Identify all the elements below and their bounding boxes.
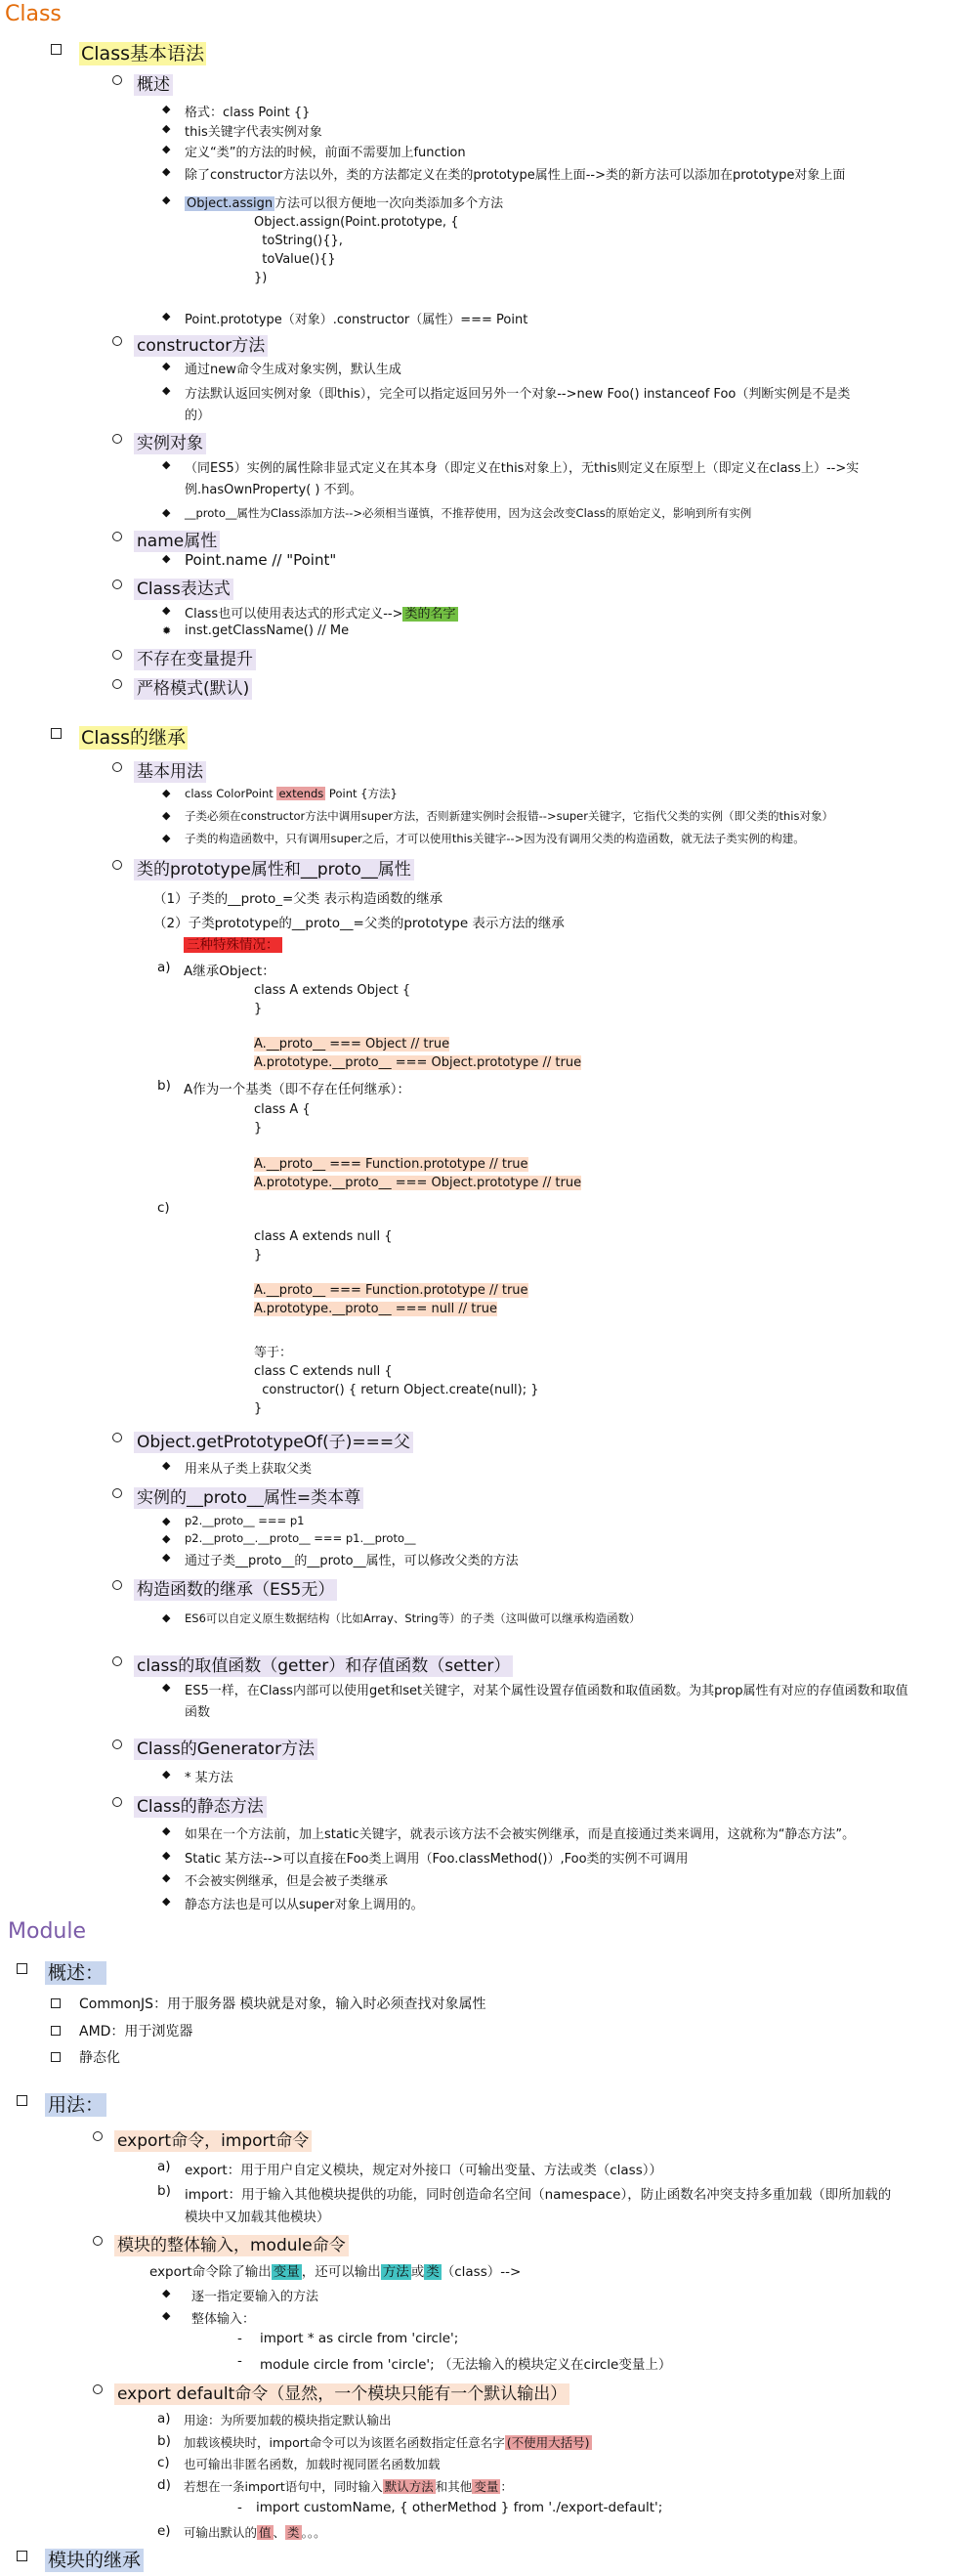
circle-bullet-icon <box>112 580 122 589</box>
list-item: ◆ ES5一样，在Class内部可以使用get和set关键字，对某个属性设置存值函数和取值函数。为其prop属性有对应的存值函数和取值 <box>162 1681 908 1698</box>
list-item: ◆ （同ES5）实例的属性除非显式定义在其本身（即定义在this对象上），无this则定义在原型上（即定义在class上）-->实 <box>162 458 860 476</box>
default-e-label: e) <box>157 2523 171 2539</box>
square-bullet-icon <box>17 1963 27 1974</box>
diamond-bullet-icon: ◆ <box>162 1532 171 1545</box>
diamond-bullet-icon: ◆ <box>162 1459 171 1472</box>
default-a-text: 用途：为所要加载的模块指定默认输出 <box>184 2413 392 2427</box>
diamond-bullet-icon: ◆ <box>162 193 171 206</box>
class-basic-syntax-title: Class基本语法 <box>81 43 204 64</box>
whole-input-desc: export命令除了输出 变量 ，还可以输出 方法 或 类 （class）--> <box>149 2264 522 2280</box>
list-item: ◆ 子类必须在constructor方法中调用super方法，否则新建实例时会报错-->super关键字，它指代父类的实例（即父类的this对象） <box>162 809 833 823</box>
diamond-bullet-icon: ◆ <box>162 787 171 799</box>
dash-icon: - <box>237 2353 242 2369</box>
module-overview-title: 概述： <box>45 1961 106 1985</box>
module-overview <box>17 1958 106 1985</box>
list-item: ◆ 静态方法也是可以从super对象上调用的。 <box>162 1895 424 1912</box>
static-section <box>112 1792 267 1817</box>
class-expr-title: Class表达式 <box>134 579 233 600</box>
case-c-label: c) <box>157 1200 170 1216</box>
name-prop-title: name属性 <box>134 531 220 552</box>
list-item: ◆ 用来从子类上获取父类 <box>162 1459 313 1477</box>
no-hoist-title: 不存在变量提升 <box>134 649 256 670</box>
export-text: export：用于用户自定义模块，规定对外接口（可输出变量、方法或类（class）） <box>185 2163 662 2178</box>
list-item: AMD：用于浏览器 <box>51 2021 192 2040</box>
diamond-bullet-icon: ◆ <box>162 1515 171 1527</box>
case-b-result: A.__proto__ === Function.prototype // true A.prototype.__proto__ === Object.prototype // true <box>254 1157 582 1190</box>
list-item: ◆ p2.__proto__ === p1 <box>162 1514 305 1527</box>
basic-usage-title: 基本用法 <box>134 761 206 783</box>
list-item: ◆ 逐一指定要输入的方法 <box>162 2287 319 2304</box>
inst-proto-section <box>112 1483 363 1508</box>
case-a-text: A继承Object： <box>184 964 275 979</box>
diamond-bullet-icon: ◆ <box>162 384 171 397</box>
whole-input-section <box>93 2231 349 2255</box>
getproto-title: Object.getPrototypeOf(子)===父 <box>134 1432 413 1453</box>
circle-bullet-icon <box>93 2131 103 2141</box>
list-item: ◆ * 某方法 <box>162 1768 233 1785</box>
generator-section <box>112 1735 317 1759</box>
module-usage-title: 用法： <box>45 2093 106 2117</box>
list-item: ◆ 如果在一个方法前，加上static关键字，就表示该方法不会被实例继承，而是直接通过类来调用，这就称为“静态方法”。 <box>162 1825 856 1842</box>
export-default-section <box>93 2380 569 2404</box>
proto-section <box>112 855 414 880</box>
default-d-example: import customName, { otherMethod } from './export-default'; <box>256 2500 663 2515</box>
list-item-cont: 函数 <box>185 1705 211 1720</box>
square-bullet-icon <box>51 728 62 739</box>
list-item: ◆ 不会被实例继承，但是会被子类继承 <box>162 1871 389 1889</box>
circle-bullet-icon <box>112 679 122 689</box>
overview-title: 概述 <box>134 74 173 96</box>
list-item: ◆ 定义“类”的方法的时候，前面不需要加上function <box>162 143 466 160</box>
diamond-bullet-icon: ◆ <box>162 310 171 322</box>
diamond-bullet-icon: ◆ <box>162 506 171 519</box>
class-inheritance <box>51 723 188 750</box>
diamond-bullet-icon: ◆ <box>162 1825 171 1837</box>
export-import-section <box>93 2126 312 2151</box>
diamond-bullet-icon: ◆ <box>162 809 171 822</box>
diamond-bullet-icon: ◆ <box>162 165 171 178</box>
square-bullet-icon <box>51 1998 61 2008</box>
diamond-bullet-icon: ◆ <box>162 122 171 135</box>
list-item: ✹ inst.getClassName() // Me <box>162 623 350 638</box>
special-cases-label: 三种特殊情况： <box>184 933 282 953</box>
inst-proto-title: 实例的__proto__属性=类本尊 <box>134 1487 363 1509</box>
list-item: ◆ Object.assign 方法可以很方便地一次向类添加多个方法 <box>162 193 504 211</box>
list-item: ◆ class ColorPoint extends Point {方法} <box>162 787 398 800</box>
constructor-title: constructor方法 <box>134 335 268 357</box>
proto-note-1: （1）子类的__proto_=父类 表示构造函数的继承 <box>153 891 443 907</box>
diamond-bullet-icon: ◆ <box>162 1681 171 1694</box>
list-item-cont: 例.hasOwnProperty( ) 不到。 <box>185 483 362 497</box>
basic-usage-section <box>112 757 206 782</box>
list-item: ◆ 通过new命令生成对象实例，默认生成 <box>162 360 401 377</box>
generator-title: Class的Generator方法 <box>134 1739 317 1760</box>
default-c-label: c) <box>157 2455 170 2470</box>
default-d-text: 若想在一条import语句中，同时输入 默认方法 和其他 变量 ： <box>184 2479 513 2494</box>
case-b-label: b) <box>157 1078 171 1094</box>
list-item: ◆ p2.__proto__.__proto__ === p1.__proto__ <box>162 1531 416 1545</box>
list-item: ◆ Class也可以使用表达式的形式定义--> 类的名字 <box>162 604 456 622</box>
default-c-text: 也可输出非匿名函数，加载时视同匿名函数加载 <box>184 2457 441 2471</box>
list-item: ◆ 通过子类__proto__的__proto__属性，可以修改父类的方法 <box>162 1551 519 1568</box>
square-bullet-icon <box>17 2551 27 2561</box>
default-b-label: b) <box>157 2433 171 2449</box>
module-heading: Module <box>8 1919 86 1944</box>
list-item: ◆ __proto__属性为Class添加方法-->必须相当谨慎，不推荐使用，因为这会改变Class的原始定义，影响到所有实例 <box>162 506 752 520</box>
assign-code: Object.assign(Point.prototype, { toString(){}, toValue(){} }) <box>254 215 459 285</box>
import-label: b) <box>157 2183 171 2199</box>
circle-bullet-icon <box>112 1580 122 1590</box>
diamond-bullet-icon: ◆ <box>162 1551 171 1564</box>
instance-title: 实例对象 <box>134 433 206 454</box>
default-d-label: d) <box>157 2477 171 2493</box>
square-bullet-icon <box>51 44 62 55</box>
circle-bullet-icon <box>112 532 122 541</box>
strict-section <box>112 674 252 699</box>
class-basic-syntax <box>51 39 206 65</box>
star-bullet-icon: ✹ <box>162 624 172 637</box>
module-inheritance-title: 模块的继承 <box>45 2549 144 2572</box>
getter-section <box>112 1652 513 1676</box>
overview-section <box>112 70 173 95</box>
constructor-section <box>112 331 268 356</box>
proto-note-2: （2）子类prototype的__proto__=父类的prototype 表示方法的继承 <box>153 916 565 931</box>
square-bullet-icon <box>17 2095 27 2106</box>
default-b-text: 加载该模块时，import命令可以为该匿名函数指定任意名字 (不使用大括号) <box>184 2435 590 2450</box>
list-item: ◆ Point.name // "Point" <box>162 551 337 569</box>
list-item: ◆ Static 某方法-->可以直接在Foo类上调用（Foo.classMethod()）,Foo类的实例不可调用 <box>162 1849 689 1867</box>
circle-bullet-icon <box>112 650 122 660</box>
module-usage <box>17 2090 106 2117</box>
case-b-text: A作为一个基类（即不存在任何继承）： <box>184 1082 410 1097</box>
list-item: CommonJS：用于服务器 模块就是对象，输入时必须查找对象属性 <box>51 1994 486 2013</box>
circle-bullet-icon <box>112 1797 122 1807</box>
circle-bullet-icon <box>112 1488 122 1498</box>
diamond-bullet-icon: ◆ <box>162 2309 171 2322</box>
native-section <box>112 1575 337 1600</box>
list-item: ◆ 方法默认返回实例对象（即this），完全可以指定返回另外一个对象-->new Foo() instanceof Foo（判断实例是不是类 <box>162 384 851 402</box>
export-default-title: export default命令（显然，一个模块只能有一个默认输出） <box>114 2383 569 2405</box>
case-b-code: class A { } <box>254 1102 311 1136</box>
export-label: a) <box>157 2159 171 2174</box>
list-item: ◆ Point.prototype（对象）.constructor（属性）=== Point <box>162 310 528 327</box>
list-item: ◆ 整体输入： <box>162 2309 256 2327</box>
getproto-section <box>112 1428 413 1452</box>
diamond-bullet-icon: ◆ <box>162 604 171 617</box>
case-c-result: A.__proto__ === Function.prototype // true A.prototype.__proto__ === null // true <box>254 1283 528 1316</box>
diamond-bullet-icon: ◆ <box>162 458 171 471</box>
export-import-title: export命令，import命令 <box>114 2130 312 2152</box>
instance-section <box>112 429 206 453</box>
diamond-bullet-icon: ◆ <box>162 1871 171 1884</box>
name-prop-section <box>112 527 220 551</box>
diamond-bullet-icon: ◆ <box>162 1849 171 1862</box>
no-hoist-section <box>112 645 256 669</box>
diamond-bullet-icon: ◆ <box>162 1768 171 1781</box>
native-title: 构造函数的继承（ES5无） <box>134 1579 337 1601</box>
case-c-equivalent: 等于： class C extends null { constructor() { return Object.create(null); } } <box>254 1346 539 1416</box>
diamond-bullet-icon: ◆ <box>162 360 171 372</box>
circle-bullet-icon <box>93 2236 103 2246</box>
whole-input-example-2: module circle from 'circle'; （无法输入的模块定义在circle变量上） <box>260 2357 672 2373</box>
diamond-bullet-icon: ◆ <box>162 832 171 844</box>
circle-bullet-icon <box>112 1656 122 1666</box>
dash-icon: - <box>237 2331 242 2346</box>
diamond-bullet-icon: ◆ <box>162 1611 171 1624</box>
default-e-text: 可输出默认的 值 、 类 。。。 <box>184 2525 326 2540</box>
whole-input-title: 模块的整体输入，module命令 <box>114 2235 349 2256</box>
module-inheritance <box>17 2546 144 2572</box>
circle-bullet-icon <box>112 1739 122 1749</box>
circle-bullet-icon <box>93 2384 103 2394</box>
circle-bullet-icon <box>112 434 122 444</box>
list-item: ◆ this关键字代表实例对象 <box>162 122 322 140</box>
diamond-bullet-icon: ◆ <box>162 1895 171 1908</box>
default-a-label: a) <box>157 2411 171 2426</box>
strict-title: 严格模式(默认) <box>134 678 252 700</box>
list-item: ◆ 除了constructor方法以外，类的方法都定义在类的prototype属性上面-->类的新方法可以添加在prototype对象上面 <box>162 165 846 183</box>
diamond-bullet-icon: ◆ <box>162 103 171 115</box>
list-item: ◆ 格式：class Point {} <box>162 103 311 120</box>
list-item: ◆ ES6可以自定义原生数据结构（比如Array、String等）的子类（这叫做可以继承构造函数） <box>162 1611 641 1625</box>
case-a-code: class A extends Object { } <box>254 983 411 1016</box>
class-heading: Class <box>5 2 62 26</box>
circle-bullet-icon <box>112 1433 122 1442</box>
import-text: import：用于输入其他模块提供的功能，同时创造命名空间（namespace），防止函数名冲突支持多重加载（即所加载的 <box>185 2187 892 2203</box>
whole-input-example-1: import * as circle from 'circle'; <box>260 2331 459 2346</box>
circle-bullet-icon <box>112 860 122 870</box>
diamond-bullet-icon: ◆ <box>162 143 171 155</box>
circle-bullet-icon <box>112 75 122 85</box>
square-bullet-icon <box>51 2052 61 2062</box>
case-c-code: class A extends null { } <box>254 1229 393 1263</box>
list-item: 静态化 <box>51 2047 120 2067</box>
list-item-cont: 的） <box>185 408 211 423</box>
import-text-cont: 模块中又加载其他模块） <box>185 2210 330 2225</box>
square-bullet-icon <box>51 2026 61 2036</box>
class-inheritance-title: Class的继承 <box>81 727 186 749</box>
list-item: ◆ 子类的构造函数中，只有调用super之后，才可以使用this关键字-->因为没有调用父类的构造函数，就无法子类实例的构建。 <box>162 832 805 845</box>
proto-title: 类的prototype属性和__proto__属性 <box>134 859 414 880</box>
case-a-result: A.__proto__ === Object // true A.prototype.__proto__ === Object.prototype // true <box>254 1037 582 1070</box>
diamond-bullet-icon: ◆ <box>162 552 171 565</box>
static-title: Class的静态方法 <box>134 1796 267 1818</box>
dash-icon: - <box>237 2500 242 2515</box>
circle-bullet-icon <box>112 762 122 772</box>
getter-title: class的取值函数（getter）和存值函数（setter） <box>134 1655 513 1677</box>
diamond-bullet-icon: ◆ <box>162 2287 171 2299</box>
circle-bullet-icon <box>112 336 122 346</box>
case-a-label: a) <box>157 960 171 975</box>
class-expr-section <box>112 575 233 599</box>
